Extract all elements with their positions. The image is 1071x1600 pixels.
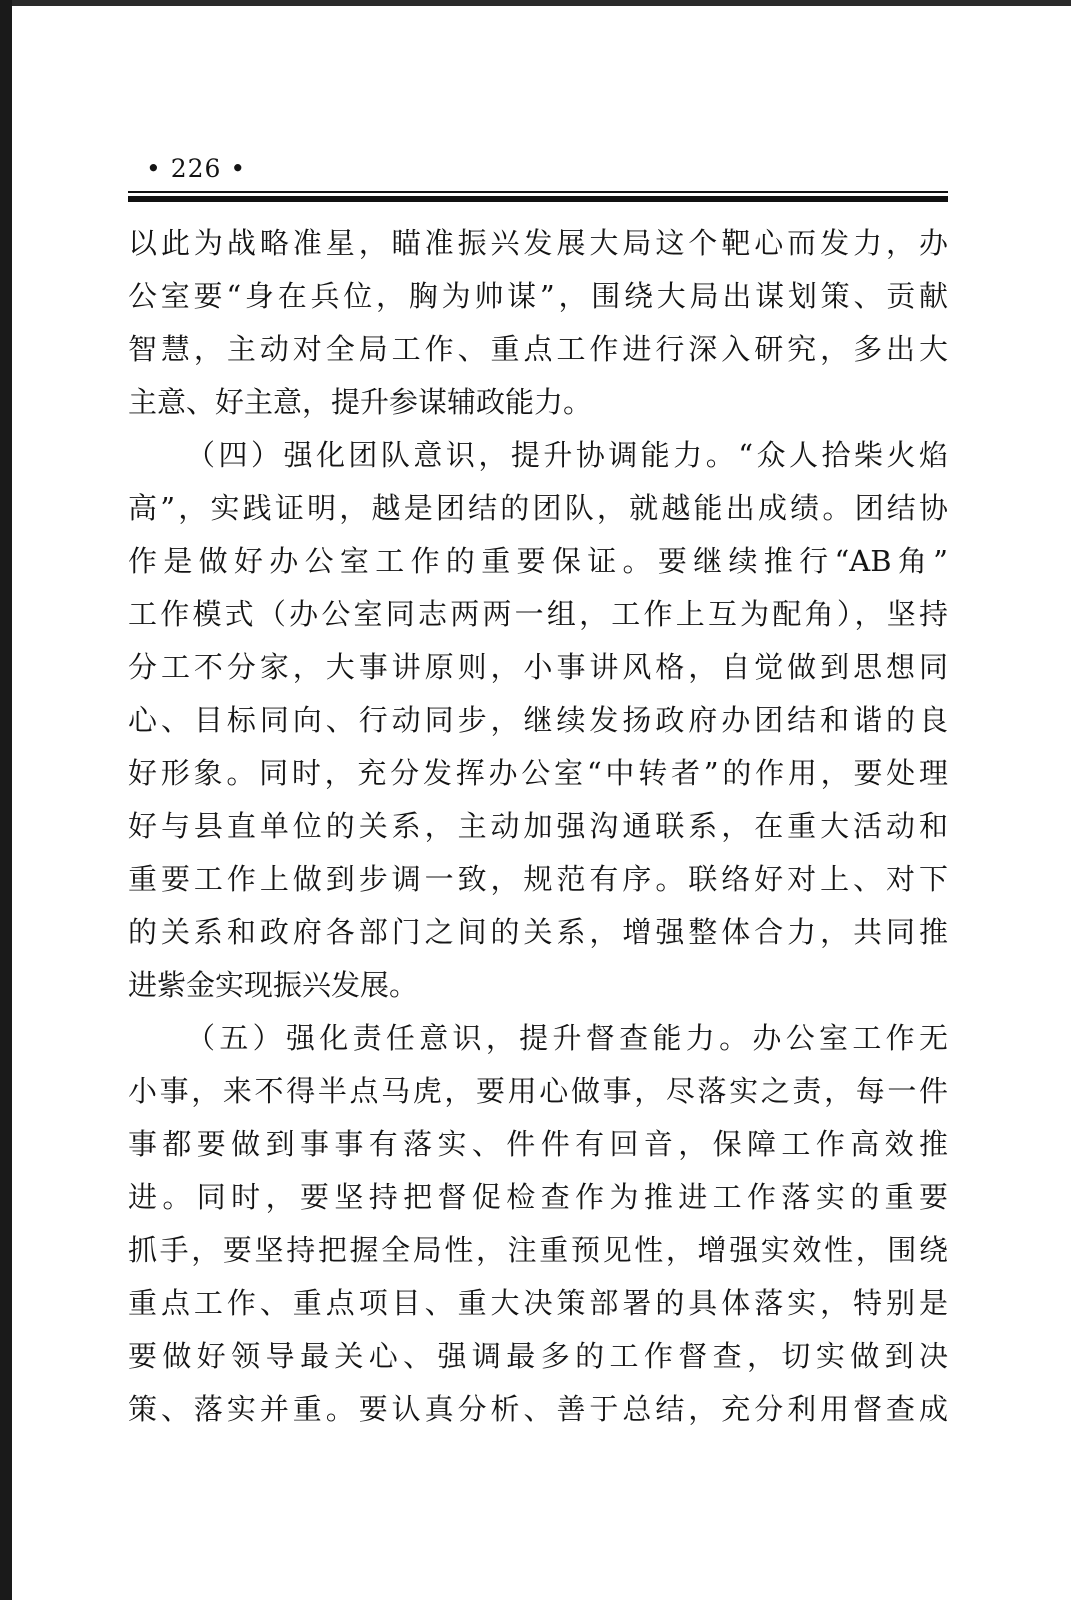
page-number: • 226 •: [146, 154, 247, 183]
text-line: 抓手，要坚持把握全局性，注重预见性，增强实效性，围绕: [128, 1233, 948, 1267]
text-line: 公室要“身在兵位，胸为帅谋”，围绕大局出谋划策、贡献: [128, 279, 948, 313]
text-line: 作是做好办公室工作的重要保证。要继续推行“AB角”: [128, 544, 948, 578]
text-line: 心、目标同向、行动同步，继续发扬政府办团结和谐的良: [128, 703, 948, 737]
text-line: 以此为战略准星，瞄准振兴发展大局这个靶心而发力，办: [128, 226, 948, 260]
text-line: 进紫金实现振兴发展。: [128, 968, 419, 1002]
text-line: 分工不分家，大事讲原则，小事讲风格，自觉做到思想同: [128, 650, 948, 684]
text-line: 事都要做到事事有落实、件件有回音，保障工作高效推: [128, 1127, 948, 1161]
text-line: 好与县直单位的关系，主动加强沟通联系，在重大活动和: [128, 809, 948, 843]
text-line: 高”，实践证明，越是团结的团队，就越能出成绩。团结协: [128, 491, 948, 525]
text-line: 重要工作上做到步调一致，规范有序。联络好对上、对下: [128, 862, 948, 896]
text-line: 要做好领导最关心、强调最多的工作督查，切实做到决: [128, 1339, 948, 1373]
text-line: 小事，来不得半点马虎，要用心做事，尽落实之责，每一件: [128, 1074, 948, 1108]
section-heading-line: （五）强化责任意识，提升督查能力。办公室工作无: [186, 1021, 948, 1055]
text-line: 工作模式（办公室同志两两一组，工作上互为配角），坚持: [128, 597, 948, 631]
text-line: 智慧，主动对全局工作、重点工作进行深入研究，多出大: [128, 332, 948, 366]
text-line: 的关系和政府各部门之间的关系，增强整体合力，共同推: [128, 915, 948, 949]
text-line: 策、落实并重。要认真分析、善于总结，充分利用督查成: [128, 1392, 948, 1426]
scan-edge-left: [0, 0, 12, 1600]
scan-edge-top: [0, 0, 1071, 6]
text-line: 好形象。同时，充分发挥办公室“中转者”的作用，要处理: [128, 756, 948, 790]
page-header: [128, 150, 948, 190]
text-line: 进。同时，要坚持把督促检查作为推进工作落实的重要: [128, 1180, 948, 1214]
body-text: [128, 217, 948, 1436]
header-rule-thick: [128, 196, 948, 202]
text-line: 重点工作、重点项目、重大决策部署的具体落实，特别是: [128, 1286, 948, 1320]
header-rule-thin: [128, 191, 948, 193]
text-line: 主意、好主意，提升参谋辅政能力。: [128, 385, 593, 419]
section-heading-line: （四）强化团队意识，提升协调能力。“众人拾柴火焰: [186, 438, 948, 472]
